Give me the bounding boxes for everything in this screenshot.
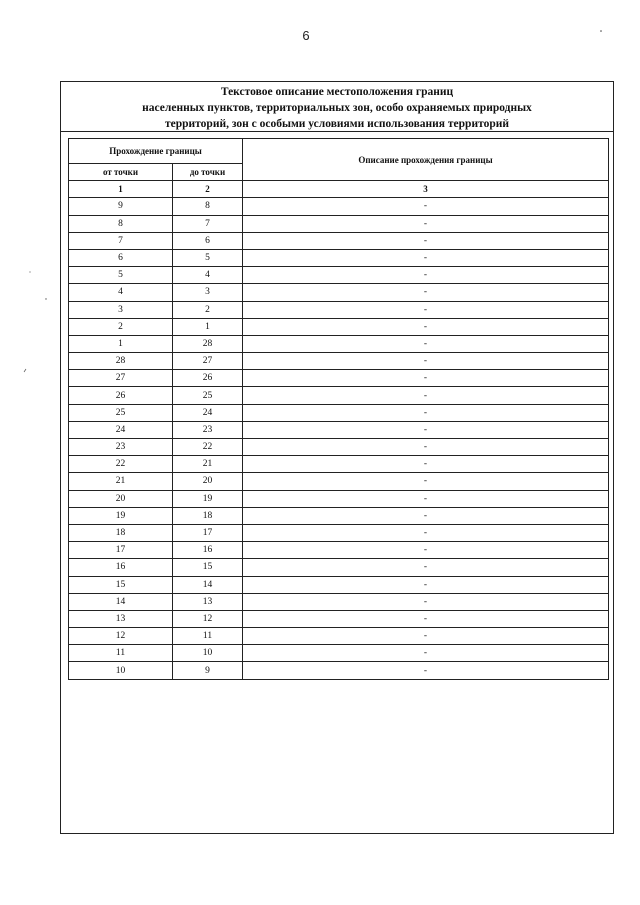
to-point-cell: 7 — [173, 215, 243, 232]
description-cell: - — [243, 335, 609, 352]
header-to-point: до точки — [173, 164, 243, 181]
table-row — [69, 524, 609, 541]
from-point-cell: 14 — [69, 593, 173, 610]
to-point-cell: 22 — [173, 439, 243, 456]
from-point-cell: 16 — [69, 559, 173, 576]
description-cell: - — [243, 301, 609, 318]
description-cell: - — [243, 490, 609, 507]
boundary-table — [68, 138, 609, 680]
from-point-cell: 13 — [69, 610, 173, 627]
table-row — [69, 387, 609, 404]
table-row — [69, 353, 609, 370]
from-point-cell: 12 — [69, 628, 173, 645]
description-cell: - — [243, 421, 609, 438]
to-point-cell: 2 — [173, 301, 243, 318]
to-point-cell: 27 — [173, 353, 243, 370]
from-point-cell: 24 — [69, 421, 173, 438]
from-point-cell: 8 — [69, 215, 173, 232]
column-number-row — [69, 181, 609, 198]
description-cell: - — [243, 267, 609, 284]
table-row — [69, 456, 609, 473]
description-cell: - — [243, 370, 609, 387]
to-point-cell: 15 — [173, 559, 243, 576]
to-point-cell: 18 — [173, 507, 243, 524]
table-row — [69, 490, 609, 507]
description-cell: - — [243, 628, 609, 645]
table-row — [69, 198, 609, 215]
description-cell: - — [243, 404, 609, 421]
table-row — [69, 542, 609, 559]
description-cell: - — [243, 576, 609, 593]
to-point-cell: 26 — [173, 370, 243, 387]
from-point-cell: 4 — [69, 284, 173, 301]
to-point-cell: 20 — [173, 473, 243, 490]
form-title — [61, 82, 613, 132]
from-point-cell: 3 — [69, 301, 173, 318]
table-row — [69, 421, 609, 438]
table-row — [69, 559, 609, 576]
from-point-cell: 17 — [69, 542, 173, 559]
table-row — [69, 318, 609, 335]
form-title-line: Текстовое описание местоположения границ — [220, 86, 454, 98]
description-cell: - — [243, 198, 609, 215]
from-point-cell: 21 — [69, 473, 173, 490]
to-point-cell: 23 — [173, 421, 243, 438]
to-point-cell: 25 — [173, 387, 243, 404]
from-point-cell: 27 — [69, 370, 173, 387]
from-point-cell: 15 — [69, 576, 173, 593]
from-point-cell: 11 — [69, 645, 173, 662]
description-cell: - — [243, 387, 609, 404]
table-row — [69, 301, 609, 318]
description-cell: - — [243, 232, 609, 249]
from-point-cell: 23 — [69, 439, 173, 456]
table-row — [69, 662, 609, 679]
column-number: 1 — [69, 181, 173, 198]
description-cell: - — [243, 542, 609, 559]
to-point-cell: 5 — [173, 249, 243, 266]
from-point-cell: 19 — [69, 507, 173, 524]
boundary-description-form — [60, 81, 614, 834]
table-row — [69, 215, 609, 232]
to-point-cell: 16 — [173, 542, 243, 559]
to-point-cell: 6 — [173, 232, 243, 249]
from-point-cell: 26 — [69, 387, 173, 404]
description-cell: - — [243, 507, 609, 524]
column-number: 2 — [173, 181, 243, 198]
from-point-cell: 10 — [69, 662, 173, 679]
from-point-cell: 20 — [69, 490, 173, 507]
to-point-cell: 17 — [173, 524, 243, 541]
to-point-cell: 12 — [173, 610, 243, 627]
from-point-cell: 1 — [69, 335, 173, 352]
description-cell: - — [243, 524, 609, 541]
to-point-cell: 28 — [173, 335, 243, 352]
to-point-cell: 4 — [173, 267, 243, 284]
description-cell: - — [243, 473, 609, 490]
form-title-line: территорий, зон с особыми условиями использования территорий — [165, 118, 509, 130]
header-boundary-passage: Прохождение границы — [69, 139, 243, 164]
to-point-cell: 9 — [173, 662, 243, 679]
table-row — [69, 610, 609, 627]
description-cell: - — [243, 610, 609, 627]
table-row — [69, 645, 609, 662]
description-cell: - — [243, 215, 609, 232]
table-row — [69, 284, 609, 301]
form-title-line: населенных пунктов, территориальных зон, особо охраняемых природных — [142, 102, 532, 114]
table-row — [69, 249, 609, 266]
description-cell: - — [243, 249, 609, 266]
from-point-cell: 7 — [69, 232, 173, 249]
table-header-row — [69, 139, 609, 164]
from-point-cell: 2 — [69, 318, 173, 335]
from-point-cell: 28 — [69, 353, 173, 370]
table-row — [69, 593, 609, 610]
from-point-cell: 6 — [69, 249, 173, 266]
to-point-cell: 3 — [173, 284, 243, 301]
table-row — [69, 267, 609, 284]
description-cell: - — [243, 353, 609, 370]
to-point-cell: 1 — [173, 318, 243, 335]
description-cell: - — [243, 318, 609, 335]
header-from-point: от точки — [69, 164, 173, 181]
to-point-cell: 10 — [173, 645, 243, 662]
from-point-cell: 5 — [69, 267, 173, 284]
description-cell: - — [243, 559, 609, 576]
page-number: 6 — [302, 28, 310, 43]
description-cell: - — [243, 645, 609, 662]
table-row — [69, 507, 609, 524]
table-row — [69, 439, 609, 456]
header-boundary-description: Описание прохождения границы — [243, 139, 609, 181]
to-point-cell: 8 — [173, 198, 243, 215]
table-row — [69, 628, 609, 645]
to-point-cell: 13 — [173, 593, 243, 610]
to-point-cell: 14 — [173, 576, 243, 593]
description-cell: - — [243, 284, 609, 301]
table-row — [69, 473, 609, 490]
table-row — [69, 335, 609, 352]
to-point-cell: 21 — [173, 456, 243, 473]
description-cell: - — [243, 456, 609, 473]
from-point-cell: 25 — [69, 404, 173, 421]
table-row — [69, 232, 609, 249]
description-cell: - — [243, 593, 609, 610]
from-point-cell: 18 — [69, 524, 173, 541]
to-point-cell: 24 — [173, 404, 243, 421]
to-point-cell: 11 — [173, 628, 243, 645]
table-row — [69, 404, 609, 421]
table-row — [69, 370, 609, 387]
to-point-cell: 19 — [173, 490, 243, 507]
from-point-cell: 22 — [69, 456, 173, 473]
description-cell: - — [243, 439, 609, 456]
from-point-cell: 9 — [69, 198, 173, 215]
column-number: 3 — [243, 181, 609, 198]
description-cell: - — [243, 662, 609, 679]
table-row — [69, 576, 609, 593]
